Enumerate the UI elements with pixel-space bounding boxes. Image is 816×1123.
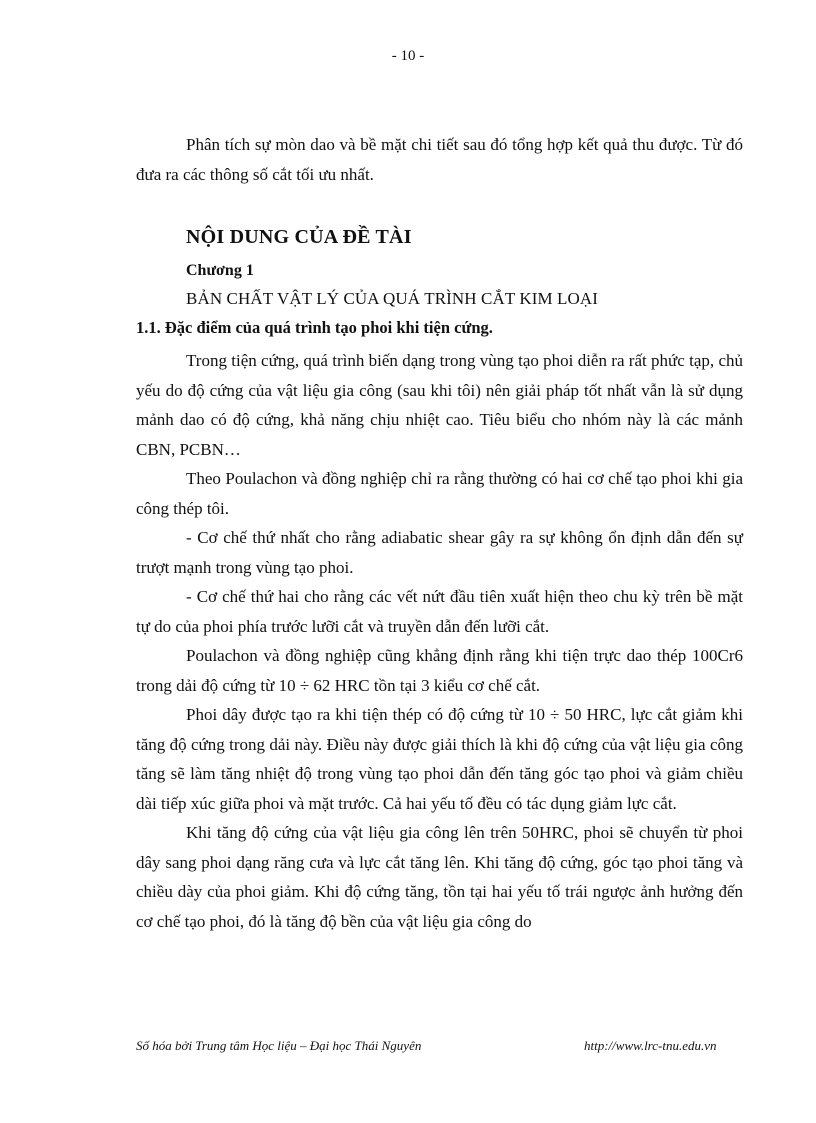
chapter-title: BẢN CHẤT VẬT LÝ CỦA QUÁ TRÌNH CẮT KIM LOẠI xyxy=(186,289,599,308)
paragraph: Khi tăng độ cứng của vật liệu gia công lên trên 50HRC, phoi sẽ chuyển từ phoi dây sang phoi dạng răng cưa và lực cắt tăng lên. Khi tăng độ cứng, góc tạo phoi tăng và chiều dày của phoi giảm. Khi độ cứng tăng, tồn tại hai yếu tố trái ngược ảnh hưởng đến cơ chế tạo phoi, đó là tăng độ bền của vật liệu gia công do xyxy=(136,823,743,931)
paragraph: Theo Poulachon và đồng nghiệp chỉ ra rằng thường có hai cơ chế tạo phoi khi gia công thép tôi. xyxy=(136,469,743,518)
paragraph: - Cơ chế thứ hai cho rằng các vết nứt đầu tiên xuất hiện theo chu kỳ trên bề mặt tự do của phoi phía trước lưỡi cắt và truyền dẫn đến lưỡi cắt. xyxy=(136,587,743,636)
intro-block xyxy=(136,130,743,189)
section-heading: 1.1. Đặc điểm của quá trình tạo phoi khi tiện cứng. xyxy=(136,318,493,337)
chapter-label: Chương 1 xyxy=(186,262,254,279)
footer-url[interactable]: http://www.lrc-tnu.edu.vn xyxy=(584,1038,717,1053)
footer-source: Số hóa bởi Trung tâm Học liệu – Đại học Thái Nguyên xyxy=(136,1038,422,1053)
paragraph: - Cơ chế thứ nhất cho rằng adiabatic shear gây ra sự không ổn định dẫn đến sự trượt mạnh trong vùng tạo phoi. xyxy=(136,528,743,577)
intro-paragraph: Phân tích sự mòn dao và bề mặt chi tiết sau đó tổng hợp kết quả thu được. Từ đó đưa ra các thông số cắt tối ưu nhất. xyxy=(136,135,743,184)
paragraph: Poulachon và đồng nghiệp cũng khẳng định rằng khi tiện trực dao thép 100Cr6 trong dải độ cứng từ 10 ÷ 62 HRC tồn tại 3 kiểu cơ chế cắt. xyxy=(136,646,743,695)
paragraph: Phoi dây được tạo ra khi tiện thép có độ cứng từ 10 ÷ 50 HRC, lực cắt giảm khi tăng độ cứng trong dải này. Điều này được giải thích là khi độ cứng của vật liệu gia công tăng sẽ làm tăng nhiệt độ trong vùng tạo phoi dẫn đến tăng góc tạo phoi và giảm chiều dài tiếp xúc giữa phoi và mặt trước. Cả hai yếu tố đều có tác dụng giảm lực cắt. xyxy=(136,705,743,813)
paragraph: Trong tiện cứng, quá trình biến dạng trong vùng tạo phoi diễn ra rất phức tạp, chủ yếu do độ cứng của vật liệu gia công (sau khi tôi) nên giải pháp tốt nhất vẫn là sử dụng mảnh dao có độ cứng, khả năng chịu nhiệt cao. Tiêu biểu cho nhóm này là các mảnh CBN, PCBN… xyxy=(136,351,743,459)
page-number: - 10 - xyxy=(391,48,425,64)
page-heading: NỘI DUNG CỦA ĐỀ TÀI xyxy=(186,226,412,248)
main-text xyxy=(136,346,743,936)
